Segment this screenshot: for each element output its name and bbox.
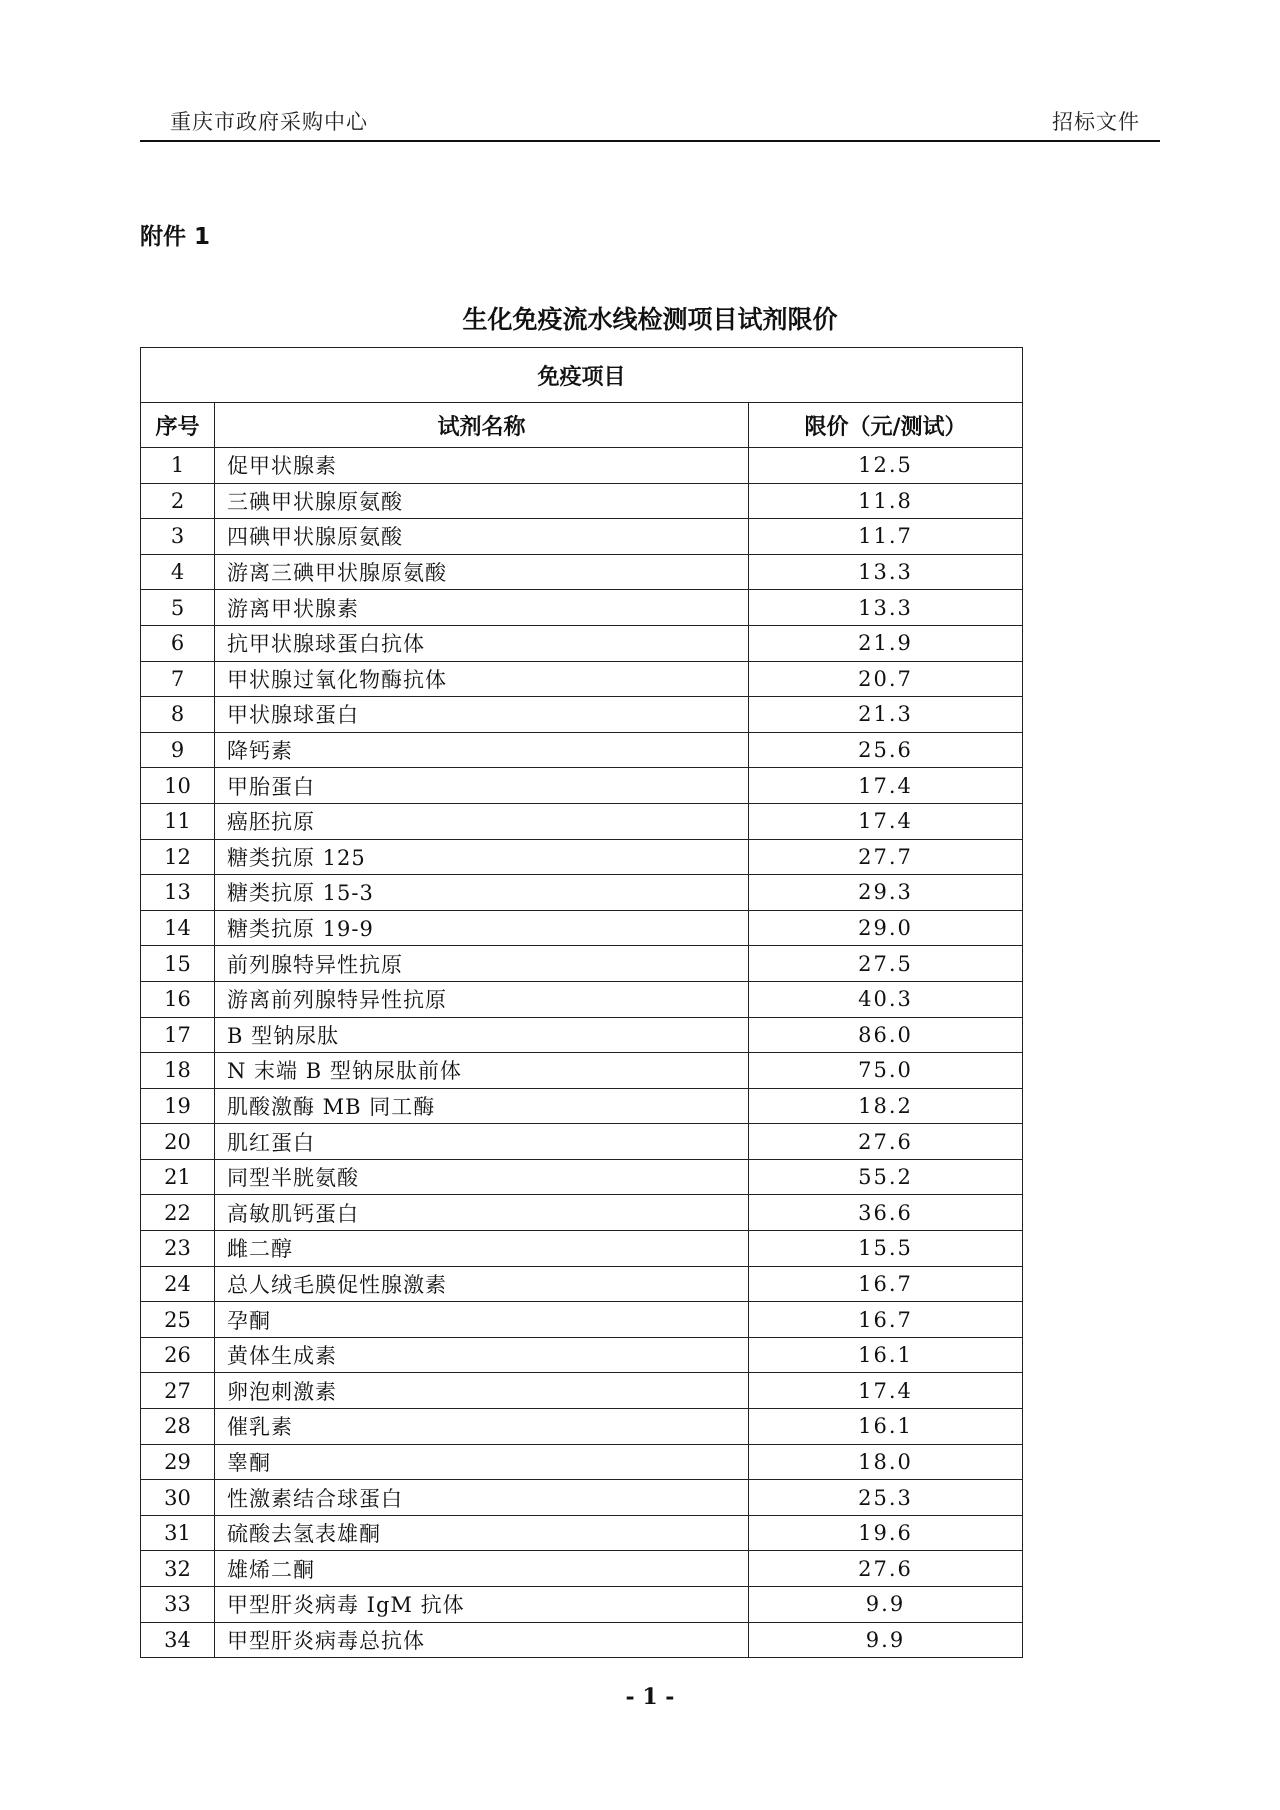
row-price-limit: 17.4 [749, 768, 1023, 804]
row-reagent-name: 降钙素 [215, 732, 749, 768]
row-seq: 2 [141, 483, 215, 519]
row-seq: 21 [141, 1159, 215, 1195]
row-seq: 15 [141, 946, 215, 982]
row-price-limit: 36.6 [749, 1195, 1023, 1231]
table-row [141, 483, 1023, 519]
table-row [141, 1266, 1023, 1302]
row-price-limit: 20.7 [749, 661, 1023, 697]
row-price-limit: 12.5 [749, 448, 1023, 484]
row-price-limit: 17.4 [749, 1373, 1023, 1409]
table-row [141, 1088, 1023, 1124]
row-seq: 16 [141, 981, 215, 1017]
row-reagent-name: 甲状腺过氧化物酶抗体 [215, 661, 749, 697]
row-reagent-name: 游离前列腺特异性抗原 [215, 981, 749, 1017]
row-price-limit: 27.6 [749, 1551, 1023, 1587]
table-row [141, 1444, 1023, 1480]
table-row [141, 1124, 1023, 1160]
row-seq: 11 [141, 803, 215, 839]
row-price-limit: 18.2 [749, 1088, 1023, 1124]
row-price-limit: 13.3 [749, 590, 1023, 626]
table-row [141, 1302, 1023, 1338]
page-header [140, 104, 1160, 142]
row-seq: 28 [141, 1409, 215, 1445]
table-body [141, 448, 1023, 1658]
document-title: 生化免疫流水线检测项目试剂限价 [462, 305, 838, 334]
column-header-name: 试剂名称 [215, 403, 749, 448]
row-price-limit: 75.0 [749, 1053, 1023, 1089]
table-row [141, 946, 1023, 982]
row-price-limit: 16.7 [749, 1302, 1023, 1338]
category-row [141, 348, 1023, 403]
row-reagent-name: 催乳素 [215, 1409, 749, 1445]
table-row [141, 590, 1023, 626]
row-price-limit: 19.6 [749, 1515, 1023, 1551]
row-seq: 31 [141, 1515, 215, 1551]
row-reagent-name: 肌酸激酶 MB 同工酶 [215, 1088, 749, 1124]
row-seq: 25 [141, 1302, 215, 1338]
table-row [141, 1195, 1023, 1231]
row-seq: 30 [141, 1480, 215, 1516]
row-price-limit: 9.9 [749, 1622, 1023, 1658]
row-reagent-name: 甲型肝炎病毒 IgM 抗体 [215, 1587, 749, 1623]
row-reagent-name: 雄烯二酮 [215, 1551, 749, 1587]
row-seq: 29 [141, 1444, 215, 1480]
row-seq: 4 [141, 554, 215, 590]
row-price-limit: 13.3 [749, 554, 1023, 590]
table-row [141, 1622, 1023, 1658]
row-seq: 20 [141, 1124, 215, 1160]
row-seq: 3 [141, 519, 215, 555]
row-seq: 34 [141, 1622, 215, 1658]
row-price-limit: 29.3 [749, 875, 1023, 911]
row-price-limit: 18.0 [749, 1444, 1023, 1480]
row-seq: 23 [141, 1231, 215, 1267]
table-row [141, 697, 1023, 733]
row-reagent-name: 游离甲状腺素 [215, 590, 749, 626]
row-seq: 10 [141, 768, 215, 804]
attachment-label: 附件 1 [140, 224, 211, 250]
column-header-row [141, 403, 1023, 448]
row-reagent-name: 癌胚抗原 [215, 803, 749, 839]
row-reagent-name: 三碘甲状腺原氨酸 [215, 483, 749, 519]
table-row [141, 1337, 1023, 1373]
row-reagent-name: 四碘甲状腺原氨酸 [215, 519, 749, 555]
column-header-seq: 序号 [141, 403, 215, 448]
row-seq: 5 [141, 590, 215, 626]
row-seq: 24 [141, 1266, 215, 1302]
row-seq: 14 [141, 910, 215, 946]
table-row [141, 1587, 1023, 1623]
row-seq: 33 [141, 1587, 215, 1623]
table-row [141, 1480, 1023, 1516]
row-reagent-name: 甲状腺球蛋白 [215, 697, 749, 733]
row-reagent-name: B 型钠尿肽 [215, 1017, 749, 1053]
table-row [141, 1053, 1023, 1089]
row-seq: 18 [141, 1053, 215, 1089]
table-row [141, 839, 1023, 875]
row-reagent-name: 黄体生成素 [215, 1337, 749, 1373]
row-seq: 9 [141, 732, 215, 768]
price-table [140, 347, 1023, 1658]
table-row [141, 732, 1023, 768]
header-document-type: 招标文件 [1052, 110, 1140, 134]
row-reagent-name: 肌红蛋白 [215, 1124, 749, 1160]
row-price-limit: 16.1 [749, 1337, 1023, 1373]
row-seq: 12 [141, 839, 215, 875]
row-price-limit: 9.9 [749, 1587, 1023, 1623]
row-seq: 17 [141, 1017, 215, 1053]
row-reagent-name: 促甲状腺素 [215, 448, 749, 484]
header-organization: 重庆市政府采购中心 [170, 110, 368, 134]
row-seq: 32 [141, 1551, 215, 1587]
row-price-limit: 55.2 [749, 1159, 1023, 1195]
table-row [141, 768, 1023, 804]
row-price-limit: 40.3 [749, 981, 1023, 1017]
row-reagent-name: N 末端 B 型钠尿肽前体 [215, 1053, 749, 1089]
table-row [141, 554, 1023, 590]
row-price-limit: 86.0 [749, 1017, 1023, 1053]
table-row [141, 448, 1023, 484]
row-seq: 22 [141, 1195, 215, 1231]
row-reagent-name: 卵泡刺激素 [215, 1373, 749, 1409]
row-price-limit: 27.7 [749, 839, 1023, 875]
row-reagent-name: 性激素结合球蛋白 [215, 1480, 749, 1516]
row-reagent-name: 甲型肝炎病毒总抗体 [215, 1622, 749, 1658]
table-row [141, 981, 1023, 1017]
row-reagent-name: 睾酮 [215, 1444, 749, 1480]
row-reagent-name: 前列腺特异性抗原 [215, 946, 749, 982]
table-row [141, 1551, 1023, 1587]
row-reagent-name: 糖类抗原 125 [215, 839, 749, 875]
row-reagent-name: 雌二醇 [215, 1231, 749, 1267]
page-number: - 1 - [625, 1684, 675, 1710]
row-reagent-name: 同型半胱氨酸 [215, 1159, 749, 1195]
row-price-limit: 25.3 [749, 1480, 1023, 1516]
row-reagent-name: 甲胎蛋白 [215, 768, 749, 804]
row-price-limit: 21.9 [749, 625, 1023, 661]
row-seq: 19 [141, 1088, 215, 1124]
table-row [141, 1017, 1023, 1053]
row-seq: 8 [141, 697, 215, 733]
row-price-limit: 11.7 [749, 519, 1023, 555]
row-seq: 27 [141, 1373, 215, 1409]
table-row [141, 1159, 1023, 1195]
row-price-limit: 17.4 [749, 803, 1023, 839]
table-row [141, 1231, 1023, 1267]
row-seq: 7 [141, 661, 215, 697]
row-price-limit: 27.5 [749, 946, 1023, 982]
row-seq: 1 [141, 448, 215, 484]
table-row [141, 519, 1023, 555]
row-seq: 26 [141, 1337, 215, 1373]
table-row [141, 1373, 1023, 1409]
row-reagent-name: 硫酸去氢表雄酮 [215, 1515, 749, 1551]
category-header: 免疫项目 [141, 348, 1023, 403]
row-price-limit: 11.8 [749, 483, 1023, 519]
table-row [141, 910, 1023, 946]
row-reagent-name: 孕酮 [215, 1302, 749, 1338]
row-price-limit: 27.6 [749, 1124, 1023, 1160]
table-row [141, 803, 1023, 839]
table-row [141, 625, 1023, 661]
row-reagent-name: 游离三碘甲状腺原氨酸 [215, 554, 749, 590]
table-row [141, 875, 1023, 911]
table-row [141, 1409, 1023, 1445]
column-header-price: 限价（元/测试） [749, 403, 1023, 448]
row-reagent-name: 糖类抗原 15-3 [215, 875, 749, 911]
row-price-limit: 21.3 [749, 697, 1023, 733]
table-row [141, 1515, 1023, 1551]
row-reagent-name: 糖类抗原 19-9 [215, 910, 749, 946]
row-reagent-name: 抗甲状腺球蛋白抗体 [215, 625, 749, 661]
row-seq: 13 [141, 875, 215, 911]
row-price-limit: 25.6 [749, 732, 1023, 768]
row-price-limit: 15.5 [749, 1231, 1023, 1267]
row-reagent-name: 高敏肌钙蛋白 [215, 1195, 749, 1231]
row-price-limit: 16.1 [749, 1409, 1023, 1445]
table-row [141, 661, 1023, 697]
row-reagent-name: 总人绒毛膜促性腺激素 [215, 1266, 749, 1302]
row-price-limit: 29.0 [749, 910, 1023, 946]
row-seq: 6 [141, 625, 215, 661]
row-price-limit: 16.7 [749, 1266, 1023, 1302]
